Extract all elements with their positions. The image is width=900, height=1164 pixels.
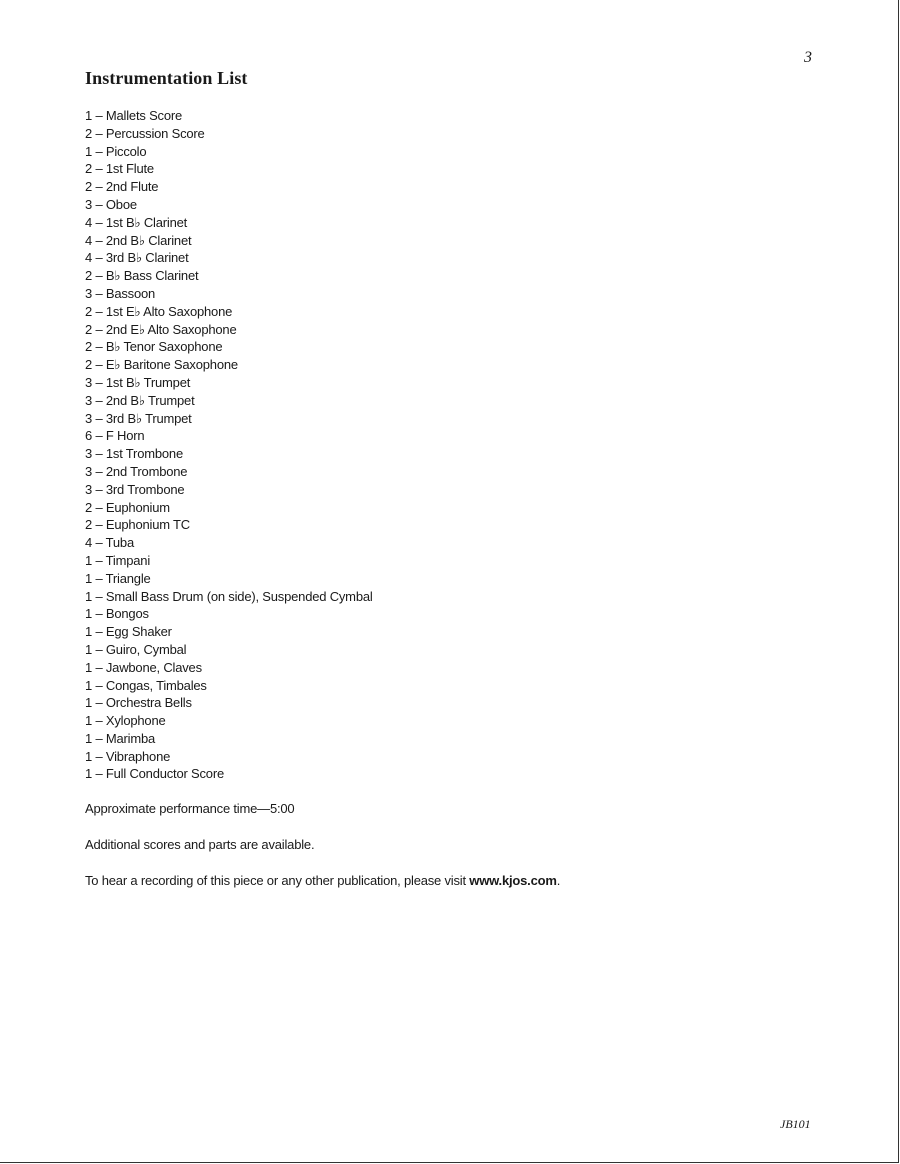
- instrument-item: 2 – E♭ Baritone Saxophone: [85, 357, 238, 373]
- instrument-item: 1 – Egg Shaker: [85, 624, 172, 640]
- instrument-item: 6 – F Horn: [85, 428, 145, 444]
- instrument-item: 4 – 1st B♭ Clarinet: [85, 214, 188, 230]
- instrument-item: 2 – B♭ Tenor Saxophone: [85, 339, 223, 355]
- instrument-item: 2 – Euphonium: [85, 499, 170, 515]
- instrument-item: 3 – 3rd B♭ Trumpet: [85, 410, 192, 426]
- instrument-item: 2 – B♭ Bass Clarinet: [85, 268, 199, 284]
- instrument-item: 3 – 3rd Trombone: [85, 481, 185, 497]
- website-link[interactable]: www.kjos.com: [469, 873, 557, 888]
- instrument-item: 2 – 2nd E♭ Alto Saxophone: [85, 321, 237, 337]
- page-number: 3: [804, 49, 812, 66]
- page-title: Instrumentation List: [85, 68, 248, 88]
- instrument-item: 1 – Vibraphone: [85, 748, 171, 764]
- recording-note: [85, 873, 560, 888]
- instrument-item: 1 – Timpani: [85, 552, 151, 568]
- additional-scores-note: Additional scores and parts are available.: [85, 837, 315, 852]
- performance-time: Approximate performance time—5:00: [85, 801, 295, 816]
- instrument-item: 3 – 1st B♭ Trumpet: [85, 374, 191, 390]
- instrument-item: 1 – Piccolo: [85, 143, 147, 159]
- instrument-item: 3 – Bassoon: [85, 285, 156, 301]
- instrument-item: 1 – Jawbone, Claves: [85, 659, 202, 675]
- instrument-item: 1 – Triangle: [85, 570, 151, 586]
- instrument-item: 3 – Oboe: [85, 196, 137, 212]
- instrument-item: 3 – 2nd Trombone: [85, 463, 188, 479]
- instrument-item: 1 – Small Bass Drum (on side), Suspended Cymbal: [85, 588, 373, 604]
- instrument-item: 1 – Full Conductor Score: [85, 766, 224, 782]
- instrument-item: 1 – Congas, Timbales: [85, 677, 207, 693]
- instrument-item: 1 – Guiro, Cymbal: [85, 641, 187, 657]
- instrument-item: 4 – 2nd B♭ Clarinet: [85, 232, 192, 248]
- instrument-item: 1 – Marimba: [85, 730, 156, 746]
- instrument-item: 2 – 1st Flute: [85, 161, 154, 177]
- instrument-item: 3 – 1st Trombone: [85, 446, 183, 462]
- recording-note-end: .: [556, 873, 561, 888]
- instrument-item: 2 – 2nd Flute: [85, 179, 159, 195]
- recording-note-text: To hear a recording of this piece or any other publication, please visit: [85, 873, 470, 888]
- instrument-item: 1 – Orchestra Bells: [85, 695, 192, 711]
- instrument-item: 1 – Xylophone: [85, 713, 166, 729]
- instrument-item: 2 – Percussion Score: [85, 125, 205, 141]
- catalog-number: JB101: [780, 1117, 811, 1131]
- instrument-item: 2 – Euphonium TC: [85, 517, 190, 533]
- instrument-item: 2 – 1st E♭ Alto Saxophone: [85, 303, 233, 319]
- instrument-item: 1 – Mallets Score: [85, 108, 183, 123]
- instrument-item: 1 – Bongos: [85, 606, 149, 622]
- instrument-list: [85, 107, 373, 783]
- instrument-item: 4 – Tuba: [85, 535, 134, 551]
- instrument-item: 3 – 2nd B♭ Trumpet: [85, 392, 195, 408]
- instrument-item: 4 – 3rd B♭ Clarinet: [85, 250, 189, 266]
